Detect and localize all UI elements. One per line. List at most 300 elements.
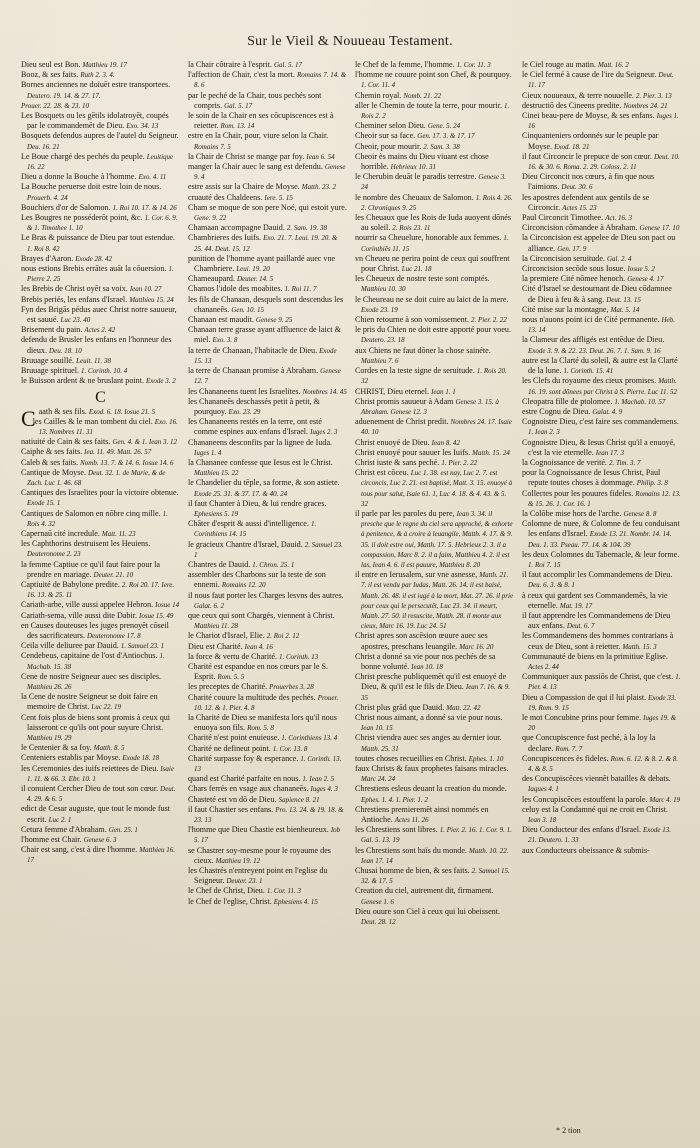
index-entry [522,70,681,90]
entry-text: Collectes pour les pouures fideles. [522,488,636,498]
entry-reference: 1. Corinthiens 13. 4 [281,734,338,743]
index-entry [21,295,180,305]
entry-text: le Buisson ardent & ne bruslant point. [21,376,146,386]
entry-text: les Chrestiens sont libres. [355,825,440,835]
entry-reference: Deuter. 21. 10 [93,570,134,579]
entry-text: Les Bosquets ou les gētils idolatroyēt, coupés par le commandemēt de Dieu. [21,111,169,131]
entry-text: Charité n'est point enuieuse. [188,733,282,743]
entry-reference: Deuteronome 2. 23 [27,550,81,559]
entry-reference: Leuit. 11. 38 [76,356,111,365]
index-entry [355,805,514,825]
index-entry [21,529,180,539]
entry-text: le Cherubin deuāt le paradis terrestre. [355,172,479,182]
index-entry [522,652,681,672]
entry-reference: Rom. 6. 12. & 8. 2. & 8. 4. & 8. 5 [528,754,679,774]
entry-text: CHRIST, Dieu eternel. [355,386,432,396]
index-entry [188,274,347,284]
entry-reference: Marc 4. 19 [649,795,681,804]
entry-reference: Gen. 17. 3. & 17. 17 [417,132,475,141]
entry-text: Cheoir ès mains du Dieu viuant est chose horrible. [355,151,489,172]
index-entry [522,438,681,458]
index-entry [355,417,514,437]
entry-reference: Nombres 14. 45 [302,387,347,396]
entry-text: Chamos l'idole des moabites. [188,284,285,294]
entry-reference: Iean 10. 15 [361,724,393,733]
index-entry [522,131,681,151]
entry-reference: Deuteronome 17. 8 [87,631,141,640]
index-entry [21,131,180,151]
entry-reference: 1. Corinthiēs 11. 15 [361,234,509,253]
entry-reference: Marc 16. 20 [459,642,494,651]
column-3 [350,60,517,1120]
entry-text: la Clameur des affligés est entēdue de Dieu. [522,335,665,345]
entry-reference: Genese 1. 6 [361,897,394,906]
entry-text: le Chandelier du tēple, sa forme, & son astiete. [188,478,340,488]
entry-reference: 1. Rois 2. 2 [361,101,510,121]
entry-reference: Romains 12. 20 [221,581,266,590]
entry-reference: Luc 1. 38. est nay, Luc 2. 7. est circoncis, Luc 2. 21. est baptisé, Matt. 3. 15. enuoyé à tous pour salut, Isaie 61. 1, Luc 4. 18. & 4. 43. & 5. 32 [361,469,513,508]
index-entry [522,693,681,713]
index-entry [21,233,180,253]
entry-reference: 2. Pier. 3. 13 [635,91,672,100]
entry-text: la terre de Chanaan, l'habitacle de Dieu. [188,345,320,355]
entry-text: Bouchiers d'or de Salomon. [21,202,113,212]
entry-text: la force & vertu de Charité. [188,651,280,661]
entry-text: la Chananee confesse que Iesus est le Christ. [188,457,333,467]
entry-text: il conuient Cercher Dieu de tout son cœur. [21,784,161,794]
entry-reference: Luc 23. 40 [60,316,91,325]
index-columns [16,60,684,1120]
entry-reference: 1. Machab. 10. 57 [614,397,666,406]
index-entry [21,254,180,264]
index-entry [355,468,514,509]
entry-text: Dieu seul est Bon. [21,60,83,69]
entry-reference: Iean 8. 42 [431,438,460,447]
index-entry [355,825,514,845]
entry-reference: Matthieu 15. 22 [194,469,239,478]
index-entry [522,315,681,335]
entry-text: nous estions Brebis errātes auāt la cōuersion. [21,264,169,274]
index-entry [355,295,514,315]
entry-reference: Ephes. 1. 4. 1. Pier. 1. 2 [361,795,428,804]
index-entry [188,223,347,233]
entry-reference: Matth. 21. 7. il est vendu par Iudas, Matt. 26. 14. il est baisé, Matth. 26. 48. il est iugé à la mort, Mat. 27. 26. il prie pour ceux qui le persecutēt, Luc 23. 34. il meurt, Matth. 27. 50. il resuscite, Matth. 28. il monte aux cieux, Marc 16. 19. Luc 24. 51 [361,571,514,631]
index-entry [355,570,514,631]
entry-text: Communiquer aux passiōs de Christ, que c'est. [522,672,676,682]
entry-text: Chair est sang, c'est à dire l'homme. [21,845,140,855]
index-entry [522,846,681,856]
entry-text: Fyn des Brigās pédus auec Christ notre sauueur, est sauué. [21,304,177,325]
index-entry [21,70,180,80]
index-entry [21,182,180,202]
index-entry [522,305,681,315]
entry-reference: Nombres 24. 17. Isaie 40. 10 [361,418,512,437]
entry-reference: Philip. 3. 8 [636,479,668,488]
entry-reference: Deu. 16. 21 [27,142,60,151]
entry-reference: Actes 2. 44 [528,662,559,671]
index-entry [21,509,180,529]
entry-reference: Matth. 25. 31 [361,744,399,753]
entry-text: le soin de la Chair en ses cōcupiscences est à reietter. [188,111,334,131]
index-entry [188,591,347,611]
index-entry [21,611,180,621]
index-entry [21,692,180,712]
index-entry [188,744,347,754]
entry-text: Chemin royal. [355,90,404,100]
entry-reference: Matthieu 7. 6 [361,356,399,365]
index-entry [188,662,347,682]
entry-reference: 1. Corinth. 13 [279,652,319,661]
index-entry [522,631,681,651]
entry-reference: Nomb. 13. 7. & 14. 6. Iosue 14. 6 [80,458,174,467]
entry-reference: 2. Roi 20. 17. Iere. 16. 13. & 25. 11 [27,580,175,600]
entry-reference: 1. Pier. 4. 13 [528,673,681,692]
entry-text: estre en la Chair, pour, viure selon la Chair. [188,131,329,141]
index-entry [188,162,347,182]
index-entry [522,489,681,509]
entry-reference: Luc 11. 52 [645,387,677,396]
entry-text: les Brebis de Christ oyēt sa voix. [21,284,130,294]
entry-text: les preceptes de Charité. [188,682,270,692]
entry-text: nous n'auons point ici de Cité permanente. [522,315,662,325]
index-entry [21,335,180,355]
entry-reference: Exode 23. 19 [361,305,398,314]
index-entry [21,468,180,488]
entry-reference: Actes 11. 26 [394,816,429,825]
entry-text: Bruuage souillé. [21,355,77,365]
index-entry [21,764,180,784]
entry-reference: Hebrieux 10. 31 [390,163,436,172]
entry-text: la terre de Chanaan promise à Abraham. [188,366,321,376]
entry-text: les Cailles & le man tombent du ciel. [32,416,155,426]
entry-text: Booz, & ses faits. [21,70,81,80]
index-entry [355,254,514,274]
entry-text: La Bouche peruerse doit estre loin de nous. [21,182,162,192]
entry-text: Ceila ville deliuree par Dauid. [21,641,121,651]
index-entry [522,825,681,845]
index-entry [522,805,681,825]
entry-reference: Ephesiens 4. 15 [273,897,318,906]
index-entry [21,641,180,651]
entry-text: les Cheuaux que les Rois de Iuda auoyent dōnés au soleil. [355,213,511,233]
index-entry [522,468,681,488]
entry-text: Cinei beau-pere de Moyse, & ses enfans. [522,111,657,121]
entry-reference: Iuges 1. 4 [194,448,222,457]
entry-text: des Concupiscēces viennēt batailles & debats. [522,774,671,784]
index-entry [522,274,681,284]
index-entry [522,519,681,550]
entry-reference: 1. Machab. 15. 38 [27,652,165,671]
entry-text: Cene de nostre Seigneur auec ses disciples. [21,671,162,681]
entry-text: les Caphthorins destruisent les Heuiens. [21,539,151,549]
entry-text: Cham se moque de son pere Noé, qui estoit yure. [188,202,347,212]
entry-reference: 2. Roi 2. 12 [266,632,300,641]
entry-reference: Nomb. 21. 22 [403,91,442,100]
entry-reference: Prouer. 10. 12. & 1. Pier. 4. 8 [194,693,339,712]
entry-text: pour la Cognoissance de Iesus Christ, Paul repute toutes choses à dommage. [522,468,661,488]
entry-text: Dieu est Charité. [188,641,245,651]
entry-text: Dieu Conducteur des enfans d'Israel. [522,825,644,835]
index-entry [355,274,514,294]
entry-text: aath & ses fils. [38,406,89,416]
index-entry [188,795,347,805]
entry-text: il parle par les paroles du pere, [355,508,457,518]
entry-reference: Genese 9. 4 [194,163,346,182]
entry-reference: Romains 7. 14. & 8. 6 [194,71,347,90]
entry-text: Circoncision cōmandee à Abraham. [522,223,640,233]
index-entry [21,753,180,763]
entry-reference: Iuges 2. 3 [310,428,338,437]
index-entry [522,101,681,111]
entry-reference: Rom. 7. 7 [555,744,583,753]
entry-reference: 1. Cor. 11. 3 [456,61,491,69]
entry-text: la femme Captiue ce qu'il faut faire pour la prendre en mariage. [21,559,160,579]
index-entry [522,223,681,233]
entry-reference: Exo. 4. 11 [138,173,167,182]
entry-reference: Mat. 19. 17 [559,601,593,610]
entry-reference: Iean 17. 3 [595,448,624,457]
index-entry [355,366,514,386]
index-entry [188,713,347,733]
entry-text: Cheoir, pour mourir. [355,141,424,151]
entry-text: Communauté de biens en la primitiue Eglise. [522,651,668,661]
entry-reference: Deutero. 19. 14. & 27. 17. [27,91,101,100]
entry-text: il entre en Ierusalem, sur vne asnesse, [355,570,480,580]
entry-reference: Deut. 32. 1. de Marie, & de Zach. Luc 1. 46. 68 [27,468,166,487]
index-entry [21,560,180,580]
entry-reference: 2. Samuel 23. 1 [194,540,343,559]
entry-reference: Genese 3. 24 [361,173,506,192]
column-1 [16,60,183,1120]
entry-reference: Iean 10. 27 [129,285,162,294]
entry-text: Dieu a donne la Bouche à l'homme. [21,172,139,182]
entry-text: Chrestiens premieremēt ainsi nommés en Antioche. [355,804,489,825]
entry-reference: Gene. 9. 22 [194,214,227,223]
entry-reference: Exod. 18. 21 [554,142,590,151]
entry-reference: Exo. 21. 7. Leui. 19. 20. & 25. 44. Deut. 15. 12 [194,234,338,253]
entry-reference: 1. Roi 7. 15 [528,560,561,569]
entry-text: en Causes douteuses les juges prenoyēt cōseil des sacrificateurs. [21,620,169,640]
index-entry [522,152,681,172]
entry-reference: Romains 7. 5 [194,142,231,151]
entry-text: il faut Circoncir le prepuce de son cœur. [522,151,654,161]
index-entry [21,539,180,559]
entry-reference: Gen. 4. & 1. Iean 3. 12 [112,438,178,447]
entry-reference: Exo. 3. 8 [212,336,238,345]
entry-reference: Iean 7. 16. & 9. 35 [361,683,510,702]
entry-text: manger la Chair auec le sang est defendu. [188,162,325,172]
entry-text: Chameaupard. [188,274,237,284]
entry-text: Cieux nouueaux, & terre nouuelle. [522,90,636,100]
entry-text: Bornes anciennes ne doiuēt estre transportees. [21,80,171,90]
entry-text: à ceux qui gardent ses Commandemēs, la vie eternelle. [522,590,668,610]
entry-reference: Matth. 16. 19. sont dōnees par Christ à S. Pierre. [528,377,677,396]
entry-reference: Exode 25. 31. & 37. 17. & 40. 24 [194,489,288,498]
entry-text: il faut apprendre les Commandemens de Dieu aux enfans. [522,610,671,631]
entry-text: Christ enuoyé de Dieu. [355,437,432,447]
entry-text: aux Chiens ne faut dōner la chose sainéte. [355,345,491,355]
entry-text: nourrir sa Cheuelure, honorable aux femmes. [355,233,504,243]
entry-text: Chāter d'esprit & aussi d'intelligence. [188,519,311,529]
entry-text: les Cheueux de nostre teste sont comptés. [355,274,490,284]
entry-reference: 1. Pierre 2. 25 [27,265,174,284]
catchword: * 2 tion [556,1126,581,1135]
index-entry [188,233,347,253]
index-entry [188,784,347,794]
entry-text: le Ciel fermé à cause de l'ire du Seigneur. [522,70,659,80]
entry-reference: 2. Sam. 19. 38 [286,224,327,233]
index-entry [21,101,180,111]
index-entry [188,325,347,345]
entry-reference: 1. Cor. 11. 4 [361,81,396,90]
entry-text: le mot Concubine prins pour femme. [522,713,644,722]
index-entry [21,651,180,671]
entry-text: natiuité de Cain & ses faits. [21,437,113,447]
index-entry [355,846,514,866]
column-4 [517,60,684,1120]
index-entry [21,835,180,845]
entry-text: les apostres defendent aux gentils de se Circoncir. [522,192,650,212]
index-entry [188,886,347,896]
entry-reference: Heb. 13. 14 [528,316,675,335]
index-entry [355,631,514,651]
entry-text: il faut Chastier ses enfans. [188,804,276,814]
entry-text: Christ promis sauueur à Adam [355,396,456,406]
index-entry [188,152,347,162]
index-entry [188,295,347,315]
entry-reference: 2. Samuel 15. 32. & 17. 5 [361,867,510,886]
index-entry [355,907,514,927]
index-entry [188,570,347,590]
entry-text: aduenement de Christ predit. [355,417,451,427]
index-entry [188,897,347,907]
entry-text: Chantres de Dauid. [188,559,253,569]
entry-text: se Chastrer soy-mesme pour le royaume des cieux. [188,845,331,865]
index-entry [355,509,514,570]
index-entry [188,560,347,570]
index-entry [355,866,514,886]
entry-text: le Chef de Christ, Dieu. [188,886,267,896]
entry-text: l'homme que Dieu Chastie est bienheureux. [188,825,331,835]
index-entry [188,91,347,111]
entry-reference: Matth. 10. 22. Iean 17. 14 [361,846,509,865]
entry-text: Chambrieres des Iuifs. [188,233,264,243]
index-entry [522,774,681,794]
entry-text: le nombre des Cheuaux de Salomon. [355,192,476,202]
entry-reference: 1. Iean 2. 5 [302,775,335,784]
index-entry [188,499,347,519]
entry-text: Captiuité de Babylone predite. [21,579,122,589]
entry-reference: Deut. 10. 16. & 30. 6. Roma. 2. 29. Coloss. 2. 11 [528,152,680,172]
entry-text: Cité d'Israel se destournant de Dieu cōdamnee de Dieu à feu & à sang. [522,284,672,304]
index-entry [188,540,347,560]
entry-text: le Chef de l'eglise, Christ. [188,896,274,906]
entry-reference: Deutero. 23. 18 [361,336,405,345]
entry-reference: Gal. 5. 17 [273,61,302,69]
entry-text: Circoncision secōde sous Iosue. [522,264,628,274]
index-entry [21,580,180,600]
entry-reference: 1. Pier. 2. 22 [441,458,478,467]
entry-reference: Act. 16. 3 [605,214,633,223]
entry-reference: Genese 8. 8 [623,509,657,518]
entry-text: Cheminer selon Dieu. [355,121,428,131]
entry-reference: Matthieu 10. 30 [361,285,406,294]
entry-text: les Clefs du royaume des cieux promises. [522,376,659,386]
entry-reference: Iean 10. 18 [411,662,443,671]
index-entry [188,805,347,825]
entry-reference: Deu. 6. 3. & 8. 1 [528,581,575,590]
entry-reference: Exode 15. 13 [194,346,337,365]
entry-reference: 2. Pier. 2. 22 [471,316,507,325]
entry-reference: Iean 3. 18 [528,816,557,825]
entry-reference: 2. Rois 23. 11 [392,224,431,233]
entry-text: Cendebeus, capitaine de l'ost d'Antiochus. [21,651,160,661]
entry-reference: Luc 22. 19 [91,703,122,712]
index-entry [21,264,180,284]
entry-reference: Iean 6. 54 [306,152,335,161]
entry-reference: 1. Roi 10. 17. & 14. 26 [112,203,177,212]
entry-text: Cantiques des Israelites pour la victoire obtenue. [21,488,179,498]
entry-reference: Matth. 15. 3 [622,642,657,651]
index-entry [188,774,347,784]
entry-text: Cheoir sur sa face. [355,131,418,141]
entry-text: les Chananeens restés en la terre, ont esté comme espines aux enfans d'Israel. [188,417,322,437]
entry-reference: Exode 28. 42 [75,254,113,263]
index-entry [21,743,180,753]
entry-reference: Galat. 4. 9 [592,407,623,416]
index-entry [188,478,347,498]
index-entry [522,172,681,192]
entry-text: la Circoncision est appelee de Dieu son pact ou alliance. [522,233,676,253]
entry-text: que Concupiscence fust peché, à la loy la declare. [522,733,656,753]
entry-reference: Leui. 19. 20 [236,265,270,274]
entry-reference: 1. Iean 2. 3 [528,428,560,437]
index-entry [21,458,180,468]
entry-text: Cantiques de Salomon en nōbre cinq mille. [21,508,163,518]
entry-text: la Colōbe mise hors de l'arche. [522,508,624,518]
entry-reference: 2. Sam. 3. 38 [423,142,460,151]
index-entry [21,784,180,804]
entry-reference: Genese 9. 25 [255,316,293,325]
entry-reference: Matt. 16. 2 [597,61,629,69]
entry-text: Creation du ciel, autrement dit, firmament. [355,886,494,896]
entry-reference: Iob 5. 17 [194,826,341,845]
index-entry [522,397,681,407]
entry-reference: 1. Corinth. 15. 41 [563,367,614,376]
entry-text: Paul Circoncit Timothee. [522,213,606,223]
index-entry [355,60,514,70]
entry-text: autre est la Clarté du soleil, & autre est la Clarté de la lune. [522,355,678,376]
entry-reference: 1. Rois 4. 32 [27,509,168,528]
index-entry [21,80,180,100]
entry-text: la Cene de nostre Seigneur se doit faire en memoire de Christ. [21,692,158,712]
entry-reference: Actes 15. 23 [562,203,597,212]
index-entry [522,733,681,753]
entry-reference: Exo. 23. 29 [228,407,261,416]
entry-reference: Deut. 11. 17 [528,71,674,90]
index-entry [355,886,514,906]
index-entry [21,825,180,835]
index-entry [21,447,180,457]
entry-text: Dieu a Compassion de qui il lui plaist. [522,692,649,702]
index-entry [355,213,514,233]
index-entry [21,713,180,744]
entry-reference: Genese 4. 17 [627,275,664,284]
index-entry [21,845,180,865]
entry-text: Caiphe & ses faits. [21,447,85,457]
index-entry [188,458,347,478]
entry-reference: Romains 12. 13. & 15. 26. 1. Cor. 16. 1 [528,489,681,508]
